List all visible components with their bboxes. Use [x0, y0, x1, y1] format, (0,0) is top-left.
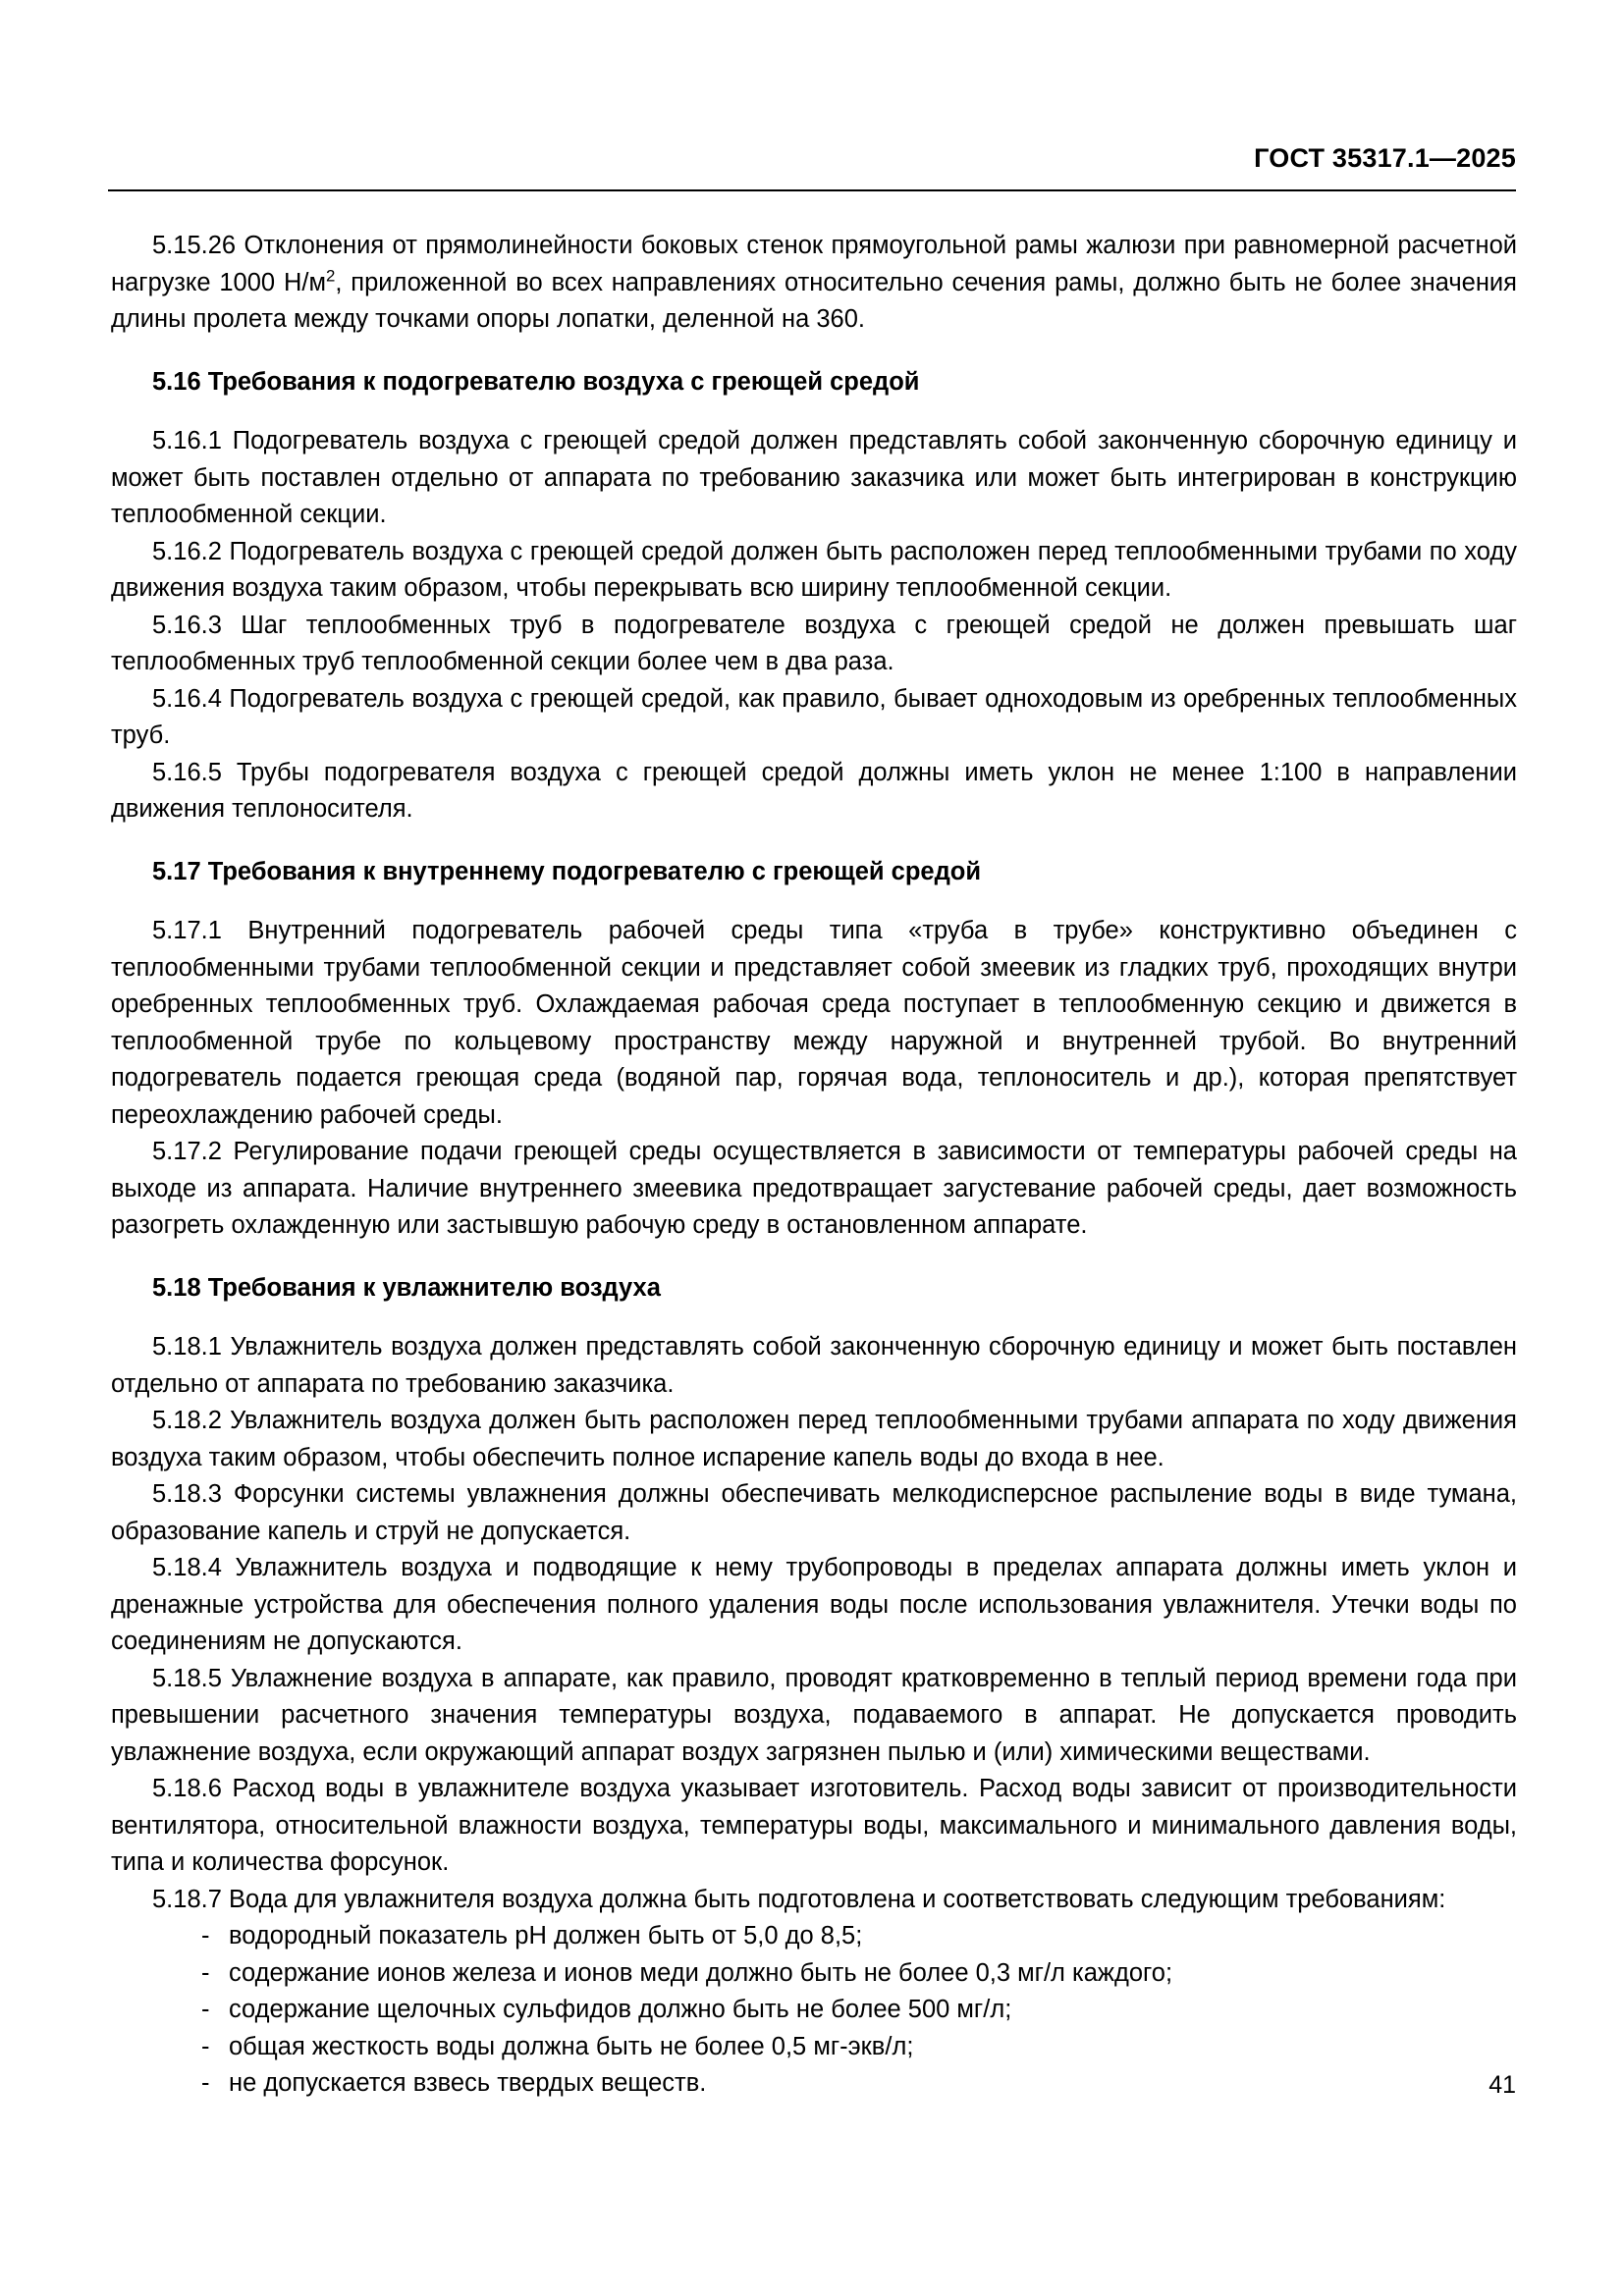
paragraph-5-15-26-part1: 5.15.26 Отклонения от прямолинейности боковых стенок прямоугольной рамы жалюзи при равномерной расчетной нагрузке 1000 Н/м: [111, 232, 1517, 296]
heading-5-17: 5.17 Требования к внутреннему подогревателю с греющей средой: [152, 857, 982, 885]
bullet-dash: -: [201, 2032, 210, 2060]
page-header: [632, 143, 1516, 174]
paragraph-5-16-1: 5.16.1 Подогреватель воздуха с греющей средой должен представлять собой законченную сборочную единицу и может быть поставлен отдельно от аппарата по требованию заказчика или может быть интегрирован в конструкцию теплообменной секции.: [111, 427, 1517, 528]
bullet-dash: -: [201, 2069, 210, 2097]
list-item-text: содержание щелочных сульфидов должно быть не более 500 мг/л;: [229, 1996, 1012, 2023]
spacer: [111, 828, 1517, 854]
paragraph-5-18-6: 5.18.6 Расход воды в увлажнителе воздуха указывает изготовитель. Расход воды зависит от производительности вентилятора, относительной влажности воздуха, температуры воды, максимального и минимального давления воды, типа и количества форсунок.: [111, 1775, 1517, 1876]
list-item-text: содержание ионов железа и ионов меди должно быть не более 0,3 мг/л каждого;: [229, 1958, 1173, 1987]
paragraph-5-17-1: 5.17.1 Внутренний подогреватель рабочей среды типа «труба в трубе» конструктивно объединен с теплообменными трубами теплообменной секции и представляет собой змеевик из гладких труб, проходящих внутри оребренных теплообменных труб. Охлаждаемая рабочая среда поступает в теплообменную секцию и движется в теплообменной трубе по кольцевому пространству между наружной и внутренней трубой. Во внутренний подогреватель подается греющая среда (водяной пар, горячая вода, теплоноситель и др.), которая препятствует переохлаждению рабочей среды.: [111, 917, 1517, 1129]
paragraph-5-15-26: [111, 228, 1517, 339]
paragraph-5-15-26-part2: , приложенной во всех направлениях относительно сечения рамы, должно быть не более значения длины пролета между точками опоры лопатки, деленной на 360.: [111, 268, 1517, 333]
paragraph-5-17-2: 5.17.2 Регулирование подачи греющей среды осуществляется в зависимости от температуры рабочей среды на выходе из аппарата. Наличие внутреннего змеевика предотвращает загустевание рабочей среды, дает возможность разогреть охлажденную или застывшую рабочую среду в остановленном аппарате.: [111, 1138, 1517, 1239]
paragraph-5-16-5: 5.16.5 Трубы подогревателя воздуха с греющей средой должны иметь уклон не менее 1:100 в направлении движения теплоносителя.: [111, 758, 1517, 823]
paragraph-5-18-4: 5.18.4 Увлажнитель воздуха и подводящие к нему трубопроводы в пределах аппарата должны иметь уклон и дренажные устройства для обеспечения полного удаления воды после использования увлажнителя. Утечки воды по соединениям не допускаются.: [111, 1554, 1517, 1655]
list-item: [111, 1918, 1517, 1955]
spacer: [111, 890, 1517, 913]
paragraph-5-18-7: 5.18.7 Вода для увлажнителя воздуха должна быть подготовлена и соответствовать следующим требованиям:: [152, 1885, 1446, 1913]
bullet-dash: -: [201, 1922, 210, 1949]
list-item: [111, 1955, 1517, 1993]
document-body: [111, 228, 1517, 2103]
spacer: [111, 400, 1517, 423]
list-item-text: водородный показатель pH должен быть от 5,0 до 8,5;: [229, 1922, 863, 1949]
spacer: [111, 1307, 1517, 1329]
list-item: [111, 1992, 1517, 2029]
heading-5-16: 5.16 Требования к подогревателю воздуха с греющей средой: [152, 367, 920, 396]
list-item-text: общая жесткость воды должна быть не более 0,5 мг-экв/л;: [229, 2032, 914, 2060]
paragraph-5-18-1: 5.18.1 Увлажнитель воздуха должен представлять собой законченную сборочную единицу и может быть поставлен отдельно от аппарата по требованию заказчика.: [111, 1333, 1517, 1398]
heading-5-18: 5.18 Требования к увлажнителю воздуха: [152, 1273, 661, 1302]
paragraph-5-18-2: 5.18.2 Увлажнитель воздуха должен быть расположен перед теплообменными трубами аппарата по ходу движения воздуха таким образом, чтобы обеспечить полное испарение капель воды до входа в нее.: [111, 1407, 1517, 1471]
spacer: [111, 1245, 1517, 1270]
bullet-dash: -: [201, 1958, 210, 1987]
spacer: [111, 339, 1517, 364]
paragraph-5-16-3: 5.16.3 Шаг теплообменных труб в подогревателе воздуха с греющей средой не должен превышать шаг теплообменных труб теплообменной секции более чем в два раза.: [111, 611, 1517, 675]
page-number: 41: [1489, 2071, 1516, 2099]
list-item: [111, 2029, 1517, 2066]
bullet-dash: -: [201, 1996, 210, 2023]
standard-number: ГОСТ 35317.1—2025: [1254, 143, 1516, 173]
paragraph-5-16-4: 5.16.4 Подогреватель воздуха с греющей средой, как правило, бывает одноходовым из оребренных теплообменных труб.: [111, 684, 1517, 749]
paragraph-5-18-3: 5.18.3 Форсунки системы увлажнения должны обеспечивать мелкодисперсное распыление воды в виде тумана, образование капель и струй не допускается.: [111, 1480, 1517, 1545]
list-item-text: не допускается взвесь твердых веществ.: [229, 2069, 707, 2097]
header-divider: [108, 189, 1516, 191]
paragraph-5-18-5: 5.18.5 Увлажнение воздуха в аппарате, как правило, проводят кратковременно в теплый период времени года при превышении расчетного значения температуры воздуха, подаваемого в аппарат. Не допускается проводить увлажнение воздуха, если окружающий аппарат воздух загрязнен пылью и (или) химическими веществами.: [111, 1664, 1517, 1766]
paragraph-5-16-2: 5.16.2 Подогреватель воздуха с греющей средой должен быть расположен перед теплообменными трубами по ходу движения воздуха таким образом, чтобы перекрывать всю ширину теплообменной секции.: [111, 537, 1517, 602]
superscript-square: 2: [326, 266, 336, 285]
